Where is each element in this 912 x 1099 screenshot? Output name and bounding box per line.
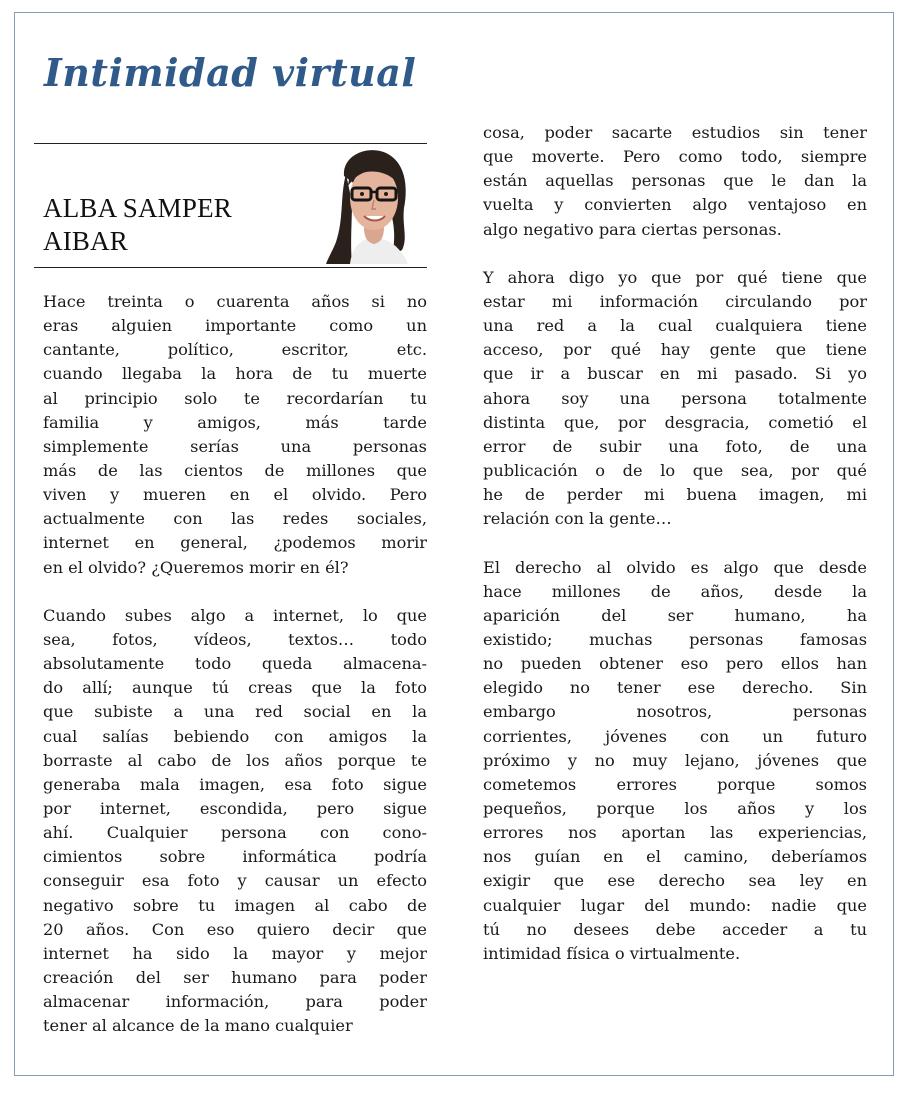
paragraph-gap (483, 531, 867, 555)
text-line: negativo sobre tu imagen al cabo de (43, 895, 427, 915)
text-line: en el olvido? ¿Queremos morir en él? (43, 557, 349, 577)
text-line: no pueden obtener eso pero ellos han (483, 654, 867, 674)
text-line: generaba mala imagen, esa foto sigue (43, 774, 427, 794)
text-line: Y ahora digo yo que por qué tiene que (483, 267, 867, 287)
text-line: sea, fotos, vídeos, textos… todo (43, 629, 427, 649)
text-line: almacenar información, para poder (43, 992, 427, 1012)
paragraph-gap (483, 242, 867, 266)
text-line: El derecho al olvido es algo que desde (483, 557, 867, 577)
text-line: al principio solo te recordarían tu (43, 388, 427, 408)
author-name-line2: AIBAR (43, 226, 129, 256)
text-line: he de perder mi buena imagen, mi (483, 485, 867, 505)
text-line: errores nos aportan las experiencias, (483, 823, 867, 843)
text-line: aparición del ser humano, ha (483, 605, 867, 625)
text-line: nos guían en el camino, deberíamos (483, 847, 867, 867)
text-line: acceso, por qué hay gente que tiene (483, 340, 867, 360)
article-title: Intimidad virtual (44, 50, 417, 95)
text-line: ahora soy una persona totalmente (483, 388, 867, 408)
text-line: Hace treinta o cuarenta años si no (43, 292, 427, 311)
text-line: simplemente serías una personas (43, 436, 427, 456)
text-line: más de las cientos de millones que (43, 460, 427, 480)
text-line: por internet, escondida, pero sigue (43, 798, 427, 818)
text-line: internet ha sido la mayor y mejor (43, 943, 427, 963)
text-line: algo negativo para ciertas personas. (483, 219, 782, 239)
text-line: ahí. Cualquier persona con cono- (43, 823, 427, 843)
text-line: que subiste a una red social en la (43, 702, 427, 722)
author-name (43, 192, 232, 258)
text-line: intimidad física o virtualmente. (483, 943, 741, 963)
text-line: actualmente con las redes sociales, (43, 509, 427, 529)
text-line: vuelta y convierten algo ventajoso en (483, 195, 867, 215)
text-line: que ir a buscar en mi pasado. Si yo (483, 364, 867, 384)
article-column-left (43, 290, 427, 1038)
text-line: cualquier lugar del mundo: nadie que (483, 895, 867, 915)
author-name-line1: ALBA SAMPER (43, 193, 232, 223)
text-line: cual salías bebiendo con amigos la (43, 726, 427, 746)
text-line: conseguir esa foto y causar un efecto (43, 871, 427, 891)
text-line: 20 años. Con eso quiero decir que (43, 919, 427, 939)
text-line: embargo nosotros, personas (483, 702, 867, 722)
text-line: tú no desees debe acceder a tu (483, 919, 867, 939)
text-line: viven y mueren en el olvido. Pero (43, 485, 427, 505)
text-line: hace millones de años, desde la (483, 581, 867, 601)
text-line: eras alguien importante como un (43, 316, 427, 336)
text-line: borraste al cabo de los años porque te (43, 750, 427, 770)
header-rule-top (34, 143, 427, 144)
author-photo (322, 146, 416, 264)
text-line: existido; muchas personas famosas (483, 629, 867, 649)
article-column-right (483, 121, 867, 966)
text-line: corrientes, jóvenes con un futuro (483, 726, 867, 746)
text-line: pequeños, porque los años y los (483, 798, 867, 818)
text-line: relación con la gente… (483, 509, 672, 529)
text-line: cuando llegaba la hora de tu muerte (43, 364, 427, 384)
text-line: cosa, poder sacarte estudios sin tener (483, 123, 867, 142)
text-line: distinta que, por desgracia, cometió el (483, 412, 867, 432)
header-rule-bottom (34, 267, 427, 268)
text-line: do allí; aunque tú creas que la foto (43, 678, 427, 698)
text-line: exigir que ese derecho sea ley en (483, 871, 867, 891)
text-line: error de subir una foto, de una (483, 436, 867, 456)
text-line: están aquellas personas que le dan la (483, 171, 867, 191)
text-line: cometemos errores porque somos (483, 774, 867, 794)
text-line: tener al alcance de la mano cualquier (43, 1016, 353, 1036)
text-line: cimientos sobre informática podría (43, 847, 427, 867)
text-line: estar mi información circulando por (483, 291, 867, 311)
text-line: internet en general, ¿podemos morir (43, 533, 427, 553)
text-line: creación del ser humano para poder (43, 967, 427, 987)
text-line: publicación o de lo que sea, por qué (483, 460, 867, 480)
text-line: absolutamente todo queda almacena- (43, 654, 427, 674)
text-line: una red a la cual cualquiera tiene (483, 316, 867, 336)
text-line: cantante, político, escritor, etc. (43, 340, 427, 360)
paragraph-gap (43, 580, 427, 604)
text-line: familia y amigos, más tarde (43, 412, 427, 432)
text-line: que moverte. Pero como todo, siempre (483, 147, 867, 167)
text-line: elegido no tener ese derecho. Sin (483, 678, 867, 698)
text-line: próximo y no muy lejano, jóvenes que (483, 750, 867, 770)
text-line: Cuando subes algo a internet, lo que (43, 605, 427, 625)
